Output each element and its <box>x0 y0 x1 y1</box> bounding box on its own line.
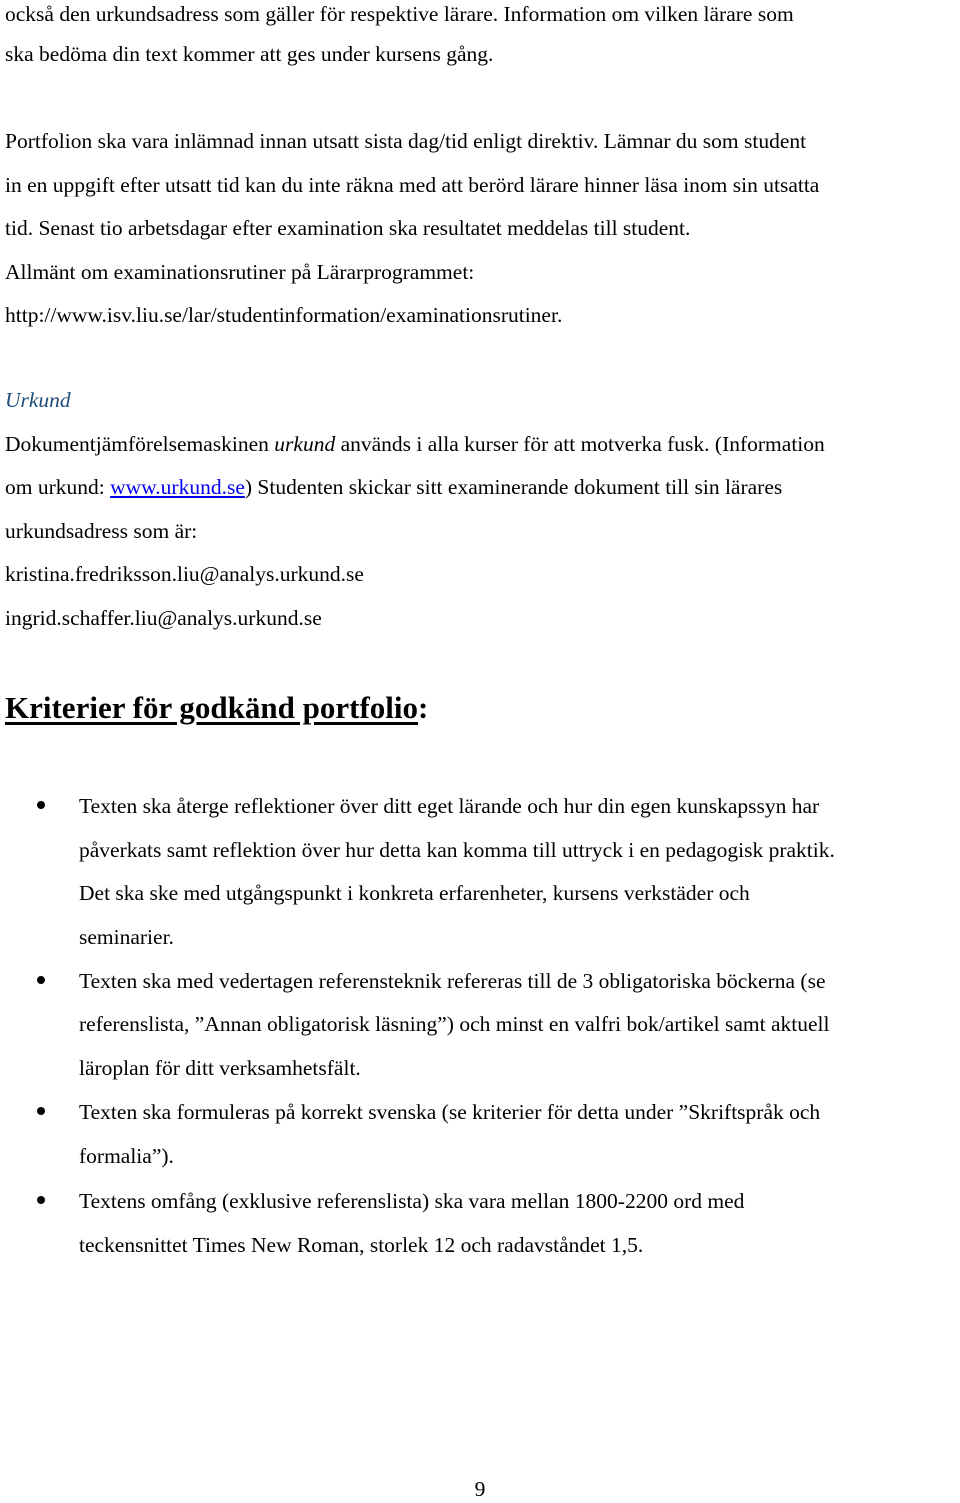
criteria-heading <box>5 688 428 728</box>
urkund-address-2: ingrid.schaffer.liu@analys.urkund.se <box>5 606 322 630</box>
page-number: 9 <box>474 1477 486 1501</box>
criteria-item-4-line-1: Textens omfång (exklusive referenslista) ska vara mellan 1800-2200 ord med <box>79 1189 745 1213</box>
urkund-line-1-end: används i alla kurser för att motverka fusk. (Information <box>335 432 825 456</box>
criteria-item-2-line-3: läroplan för ditt verksamhetsfält. <box>79 1056 361 1080</box>
urkund-line-3: urkundsadress som är: <box>5 519 198 543</box>
urkund-website-link[interactable]: www.urkund.se <box>110 475 245 499</box>
urkund-address-1: kristina.fredriksson.liu@analys.urkund.se <box>5 562 364 586</box>
intro-line-1: också den urkundsadress som gäller för respektive lärare. Information om vilken lärare som <box>5 2 794 26</box>
rules-url: http://www.isv.liu.se/lar/studentinformation/examinationsrutiner. <box>5 303 563 327</box>
rules-line-1: Portfolion ska vara inlämnad innan utsatt sista dag/tid enligt direktiv. Lämnar du som student <box>5 129 807 153</box>
urkund-line-2-end: ) Studenten skickar sitt examinerande dokument till sin lärares <box>244 475 783 499</box>
criteria-item-1-line-1: Texten ska återge reflektioner över ditt eget lärande och hur din egen kunskapssyn har <box>79 794 820 818</box>
urkund-emphasis: urkund <box>274 432 336 456</box>
criteria-item-1-line-2: påverkats samt reflektion över hur detta kan komma till uttryck i en pedagogisk praktik. <box>79 838 835 862</box>
criteria-heading-text: Kriterier för godkänd portfolio <box>5 690 419 725</box>
urkund-line-1 <box>5 430 825 458</box>
urkund-heading: Urkund <box>5 388 71 412</box>
bullet-icon <box>37 1196 45 1204</box>
criteria-heading-colon: : <box>418 690 429 725</box>
criteria-item-2-line-1: Texten ska med vedertagen referensteknik refereras till de 3 obligatoriska böckerna (se <box>79 969 826 993</box>
criteria-item-3-line-1: Texten ska formuleras på korrekt svenska (se kriterier för detta under ”Skriftspråk och <box>79 1100 821 1124</box>
rules-line-3: tid. Senast tio arbetsdagar efter examination ska resultatet meddelas till student. <box>5 216 691 240</box>
urkund-line-2 <box>5 473 782 501</box>
criteria-item-2-line-2: referenslista, ”Annan obligatorisk läsning”) och minst en valfri bok/artikel samt aktuell <box>79 1012 830 1036</box>
bullet-icon <box>37 801 45 809</box>
criteria-item-4-line-2: teckensnittet Times New Roman, storlek 12 och radavståndet 1,5. <box>79 1233 644 1257</box>
bullet-icon <box>37 976 45 984</box>
rules-line-4: Allmänt om examinationsrutiner på Lärarprogrammet: <box>5 260 475 284</box>
urkund-line-2-start: om urkund: <box>5 475 111 499</box>
urkund-line-1-start: Dokumentjämförelsemaskinen <box>5 432 275 456</box>
criteria-item-1-line-3: Det ska ske med utgångspunkt i konkreta erfarenheter, kursens verkstäder och <box>79 881 750 905</box>
criteria-item-1-line-4: seminarier. <box>79 925 174 949</box>
intro-line-2: ska bedöma din text kommer att ges under kursens gång. <box>5 42 494 66</box>
bullet-icon <box>37 1107 45 1115</box>
criteria-item-3-line-2: formalia”). <box>79 1144 174 1168</box>
rules-line-2: in en uppgift efter utsatt tid kan du inte räkna med att berörd lärare hinner läsa inom sin utsatta <box>5 173 820 197</box>
